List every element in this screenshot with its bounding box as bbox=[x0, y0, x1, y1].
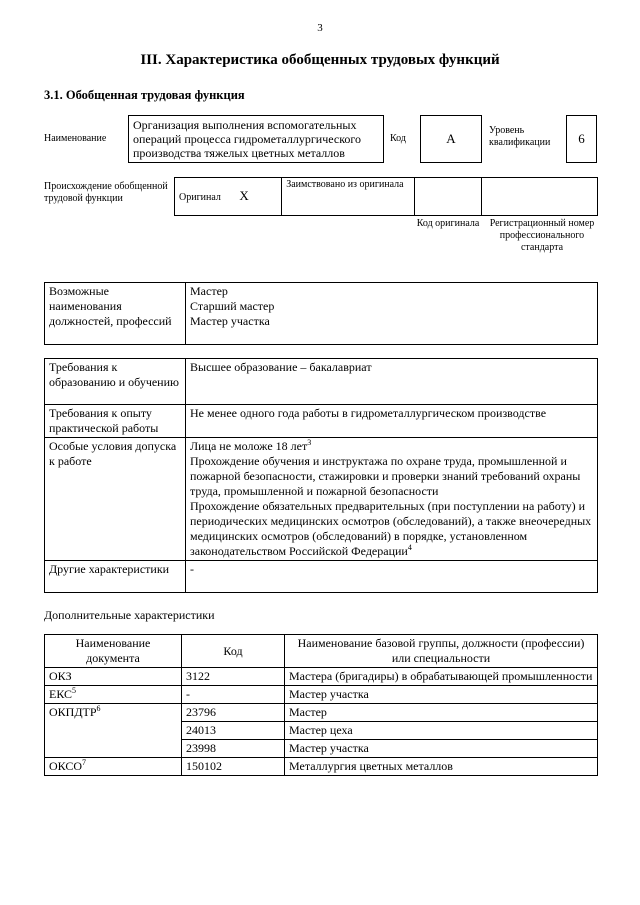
reg-number-cell bbox=[482, 178, 598, 216]
footnote-ref: 6 bbox=[96, 704, 101, 713]
doc-code: 24013 bbox=[182, 722, 285, 740]
doc-code: 23796 bbox=[182, 704, 285, 722]
reg-caption: Регистрационный номер профессионального стандарта bbox=[489, 218, 595, 253]
position-item: Мастер bbox=[190, 284, 228, 298]
header-name: Наименование базовой группы, должности (профессии) или специальности bbox=[285, 635, 598, 668]
doc-name: ОКЗ bbox=[49, 669, 72, 683]
origin-table bbox=[174, 177, 598, 216]
experience-label: Требования к опыту практической работы bbox=[45, 405, 186, 438]
code-caption: Код оригинала bbox=[416, 218, 480, 229]
other-value: - bbox=[186, 561, 598, 593]
header-code: Код bbox=[182, 635, 285, 668]
additional-title: Дополнительные характеристики bbox=[44, 608, 215, 622]
subsection-title: 3.1. Обобщенная трудовая функция bbox=[44, 88, 245, 102]
footnote-ref: 5 bbox=[72, 686, 77, 695]
section-title: III. Характеристика обобщенных трудовых функций bbox=[140, 52, 500, 68]
doc-code: - bbox=[182, 686, 285, 704]
position-item: Мастер участка bbox=[190, 314, 270, 328]
function-name: Организация выполнения вспомогательных операций процесса гидрометаллургического производства тяжелых цветных металлов bbox=[128, 115, 384, 163]
special-training: Прохождение обучения и инструктажа по охране труда, промышленной и пожарной безопасности, стажировки и проверки знаний требований охраны труда, промышленной и пожарной безопасности bbox=[190, 454, 581, 498]
footnote-ref: 3 bbox=[307, 438, 312, 447]
doc-name: ЕКС bbox=[49, 687, 73, 701]
function-code: А bbox=[420, 115, 482, 163]
footnote-ref: 4 bbox=[407, 543, 412, 552]
positions-label: Возможные наименования должностей, профессий bbox=[45, 283, 186, 345]
original-label: Оригинал bbox=[179, 192, 221, 203]
code-label: Код bbox=[390, 133, 406, 144]
origin-label: Происхождение обобщенной трудовой функции bbox=[44, 181, 168, 204]
table-row bbox=[45, 704, 598, 722]
table-row bbox=[45, 686, 598, 704]
original-code-cell bbox=[415, 178, 482, 216]
education-value: Высшее образование – бакалавриат bbox=[186, 359, 598, 405]
doc-name: ОКСО bbox=[49, 759, 83, 773]
doc-code: 150102 bbox=[182, 758, 285, 776]
original-mark: X bbox=[239, 188, 249, 203]
experience-value: Не менее одного года работы в гидрометаллургическом производстве bbox=[186, 405, 598, 438]
doc-title: Мастер участка bbox=[285, 740, 598, 758]
special-medical: Прохождение обязательных предварительных (при поступлении на работу) и периодических медицинских осмотров (обследований), а также внеочередных медицинских осмотров (обследований) в порядке, установленном законодательством Российской Федерации bbox=[190, 499, 592, 558]
doc-title: Металлургия цветных металлов bbox=[285, 758, 598, 776]
doc-code: 3122 bbox=[182, 668, 285, 686]
other-label: Другие характеристики bbox=[45, 561, 186, 593]
doc-title: Мастер цеха bbox=[285, 722, 598, 740]
special-label: Особые условия допуска к работе bbox=[45, 438, 186, 561]
doc-title: Мастера (бригадиры) в обрабатывающей промышленности bbox=[285, 668, 598, 686]
additional-table bbox=[44, 634, 598, 776]
header-document: Наименование документа bbox=[45, 635, 182, 668]
page-number: 3 bbox=[317, 22, 323, 34]
special-age: Лица не моложе 18 лет bbox=[190, 439, 308, 453]
doc-name: ОКПДТР bbox=[49, 705, 97, 719]
positions-table bbox=[44, 282, 598, 345]
position-item: Старший мастер bbox=[190, 299, 275, 313]
table-row bbox=[45, 668, 598, 686]
doc-title: Мастер участка bbox=[285, 686, 598, 704]
level-label: Уровень квалификации bbox=[489, 125, 551, 148]
education-label: Требования к образованию и обучению bbox=[45, 359, 186, 405]
footnote-ref: 7 bbox=[82, 758, 87, 767]
requirements-table bbox=[44, 358, 598, 593]
borrowed-label: Заимствовано из оригинала bbox=[282, 178, 415, 216]
table-row bbox=[45, 758, 598, 776]
doc-title: Мастер bbox=[285, 704, 598, 722]
doc-code: 23998 bbox=[182, 740, 285, 758]
level-value: 6 bbox=[566, 115, 597, 163]
name-label: Наименование bbox=[44, 133, 107, 144]
